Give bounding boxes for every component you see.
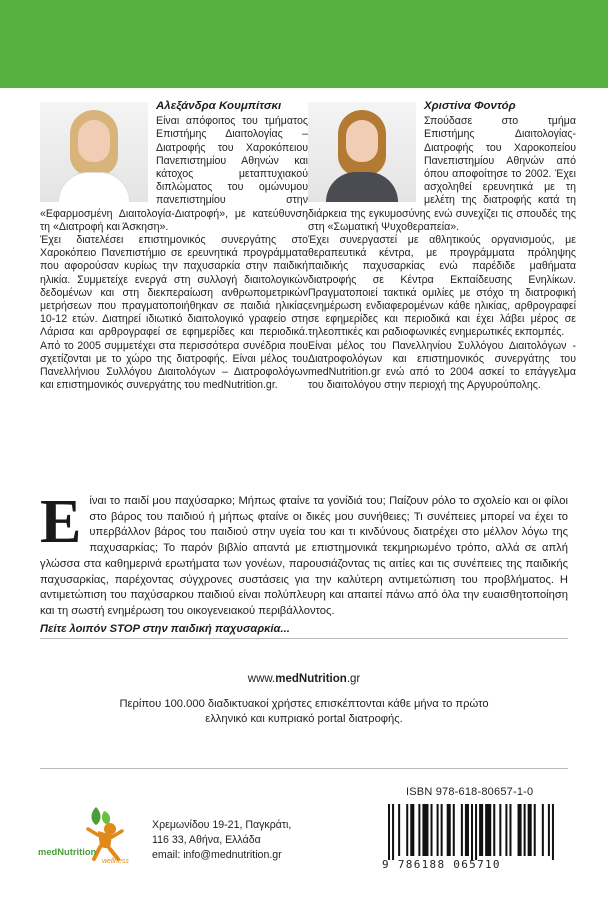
author-bio-paragraph: Έχει συνεργαστεί με αθλητικούς οργανισμούς, με θεραπευτικά κέντρα, με προγράμματα πρόληψης παιδικής παχυσαρκίας ενώ παρέδιδε μαθήματα διατροφής σε Κέντρα Εκπαίδευσης Ενηλίκων. Πραγματοποιεί τακτικά ομιλίες με στόχο τη διατροφική ενημέρωση ενδιαφερομένων κάθε ηλικίας, αρθρογραφεί σε εφημερίδες και περιοδικά και έχει λάβει μέρος σε τηλεοπτικές και ραδιοφωνικές ενημερωτικές εκπομπές. — [308, 234, 576, 339]
author-bio-paragraph: Έχει διατελέσει επιστημονικός συνεργάτης στο Χαροκόπειο Πανεπιστήμιο σε ερευνητικά προγράμματα που αφορούσαν κυρίως την παχυσαρκία στην παιδική ηλικία. Συμμετείχε ενεργά στη συλλογή διαιτολογικών δεδομένων και στη διεκπεραίωση ανθρωπομετρικών μετρήσεων που πραγματοποιήθηκαν σε παιδιά ηλικίας 10-12 ετών. Διατηρεί ιδιωτικό διαιτολογικό γραφείο στη Λάρισα και αρθρογραφεί σε εφημερίδες και περιοδικά. Από το 2005 συμμετέχει στα περισσότερα συνέδρια που σχετίζονται με το χώρο της διατροφής. Είναι μέλος του Πανελλήνιου Συλλόγου Διαιτολόγων – Διατροφολόγων και επιστημονικός συνεργάτης του medNutrition.gr. — [40, 234, 308, 392]
author-bio-paragraph: Είναι μέλος του Πανελληνίου Συλλόγου Διαιτολόγων - Διατροφολόγων και επιστημονικός συνεργάτης του medNutrition.gr ενώ από το 2004 ασκεί το επάγγελμα του διαιτολόγου στην περιοχή της Αργυρούπολης. — [308, 339, 576, 392]
book-blurb — [40, 488, 568, 637]
author-name: Αλεξάνδρα Κουμπίτσκι — [156, 100, 282, 112]
barcode-digits: 9 786188 065710 — [382, 858, 501, 871]
author-name: Χριστίνα Φοντόρ — [424, 100, 516, 112]
isbn-label: ISBN 978-618-80657-1-0 — [406, 786, 534, 798]
publisher-address — [152, 818, 291, 863]
top-color-band — [0, 0, 608, 88]
author-photo-koumpitski — [40, 102, 148, 202]
author-bio-koumpitski — [40, 100, 308, 392]
blurb-tagline: Πείτε λοιπόν STOP στην παιδική παχυσαρκία... — [40, 622, 290, 635]
address-line: 116 33, Αθήνα, Ελλάδα — [152, 834, 261, 846]
drop-cap: Ε — [40, 488, 82, 556]
divider — [40, 638, 568, 639]
blurb-text: ίναι το παιδί μου παχύσαρκο; Μήπως φταίνε τα γονίδιά του; Παίζουν ρόλο το σχολείο και οι φίλοι στο βάρος του παιδιού ή μήπως φταίνε οι δικές μου συνήθειες; Τι συνέπειες μπορεί να έχει το υπερβάλλον βάρος του παιδιού στην υγεία του και τι κινδύνους διατρέχει στο μέλλον λόγω της παχυσαρκίας; Το παρόν βιβλίο απαντά με επιστημονικά τεκμηριωμένο τρόπο, αλλά σε απλή γλώσσα στα καθημερινά ερωτήματα των γονέων, παρουσιάζοντας τις αιτίες και τις συνέπειες της παιδικής παχυσαρκίας, παρέχοντας σύγχρονες συστάσεις για την καλύτερη αντιμετώπιση του προβλήματος. Η αντιμετώπιση του παχύσαρκου παιδιού είναι πολύπλευρη και απαιτεί πάνω από όλα την ευαισθητοποίηση και τη σωστή ενημέρωση του οικογενειακού περιβάλλοντος. — [40, 495, 568, 617]
address-line: Χρεμωνίδου 19-21, Παγκράτι, — [152, 819, 292, 831]
publisher-logo-text: medNutrition wellness — [38, 846, 129, 865]
divider — [40, 768, 568, 769]
website-url[interactable]: www.medNutrition.gr — [247, 673, 361, 685]
author-bio-paragraph: Είναι απόφοιτος του τμήματος Επιστήμης Διαιτολογίας – Διατροφής του Χαροκόπειου Πανεπιστημίου Αθηνών και κάτοχος μεταπτυχιακού διπλώματος του ομώνυμου πανεπιστημίου στην «Εφαρμοσμένη Διαιτολογία-Διατροφή», με κατεύθυνση τη «Διατροφή και Άσκηση». — [40, 115, 308, 233]
author-bio-fontor — [308, 100, 576, 392]
email-line[interactable]: email: info@mednutrition.gr — [152, 849, 282, 861]
visitors-text: Περίπου 100.000 διαδικτυακοί χρήστες επισκέπτονται κάθε μήνα το πρώτο ελληνικό και κυπριακό portal διατροφής. — [119, 698, 489, 725]
author-bio-paragraph: Σπούδασε στο τμήμα Επιστήμης Διαιτολογίας-Διατροφής του Χαροκοπείου Πανεπιστημίου Αθηνών από όπου αποφοίτησε το 2002. Έχει ασχοληθεί ερευνητικά με τη μελέτη της διατροφής κατά τη διάρκεια της εγκυμοσύνης ενώ συνεχίζει τις σπουδές της στη «Σωματική Ψυχοθεραπεία». — [308, 115, 576, 233]
author-photo-fontor — [308, 102, 416, 202]
barcode-icon — [386, 804, 558, 860]
